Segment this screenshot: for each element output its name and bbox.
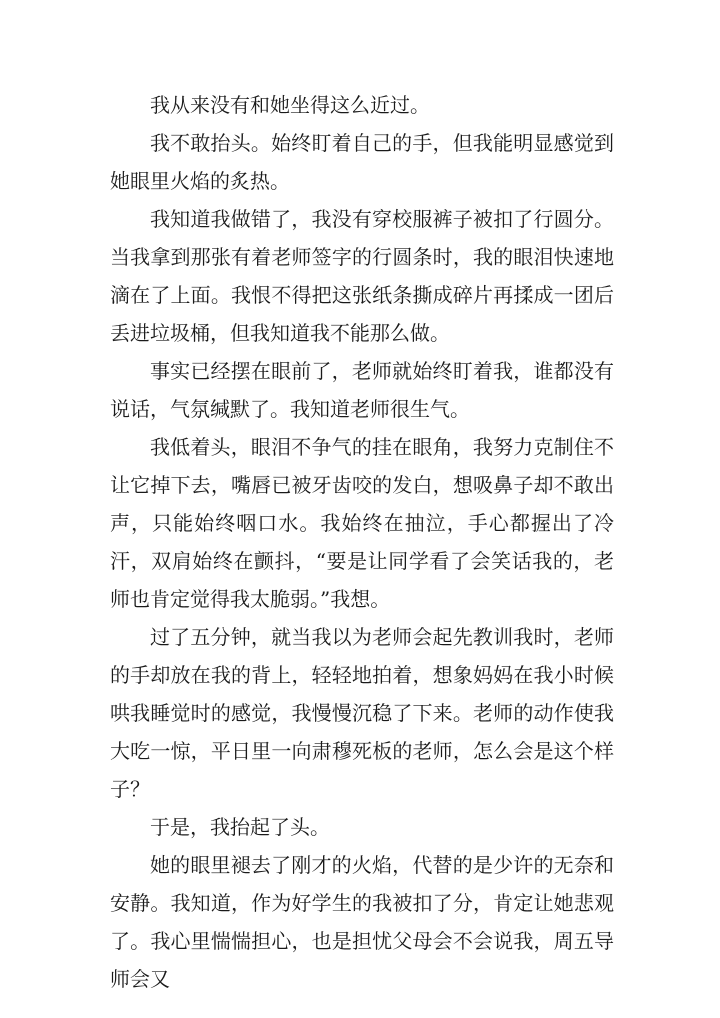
paragraph-1: 我从来没有和她坐得这么近过。 xyxy=(150,93,430,117)
paragraph-5: 我低着头，眼泪不争气的挂在眼角，我努力克制住不让它掉下去，嘴唇已被牙齿咬的发白，想吸鼻子却不敢出声，只能始终咽口水。我始终在抽泣，手心都握出了冷汗，双肩始终在颤抖，“要是让同学看了会笑话我的，老师也肯定觉得我太脆弱。”我想。 xyxy=(110,435,614,611)
paragraph-8: 她的眼里褪去了刚才的火焰，代替的是少许的无奈和安静。我知道，作为好学生的我被扣了分，肯定让她悲观了。我心里惴惴担心，也是担忧父母会不会说我，周五导师会又 xyxy=(110,853,614,991)
paragraph-4: 事实已经摆在眼前了，老师就始终盯着我，谁都没有说话，气氛缄默了。我知道老师很生气。 xyxy=(110,359,614,421)
paragraph-7: 于是，我抬起了头。 xyxy=(150,815,330,839)
paragraph-3: 我知道我做错了，我没有穿校服裤子被扣了行圆分。当我拿到那张有着老师签字的行圆条时，我的眼泪快速地滴在了上面。我恨不得把这张纸条撕成碎片再揉成一团后丢进垃圾桶，但我知道我不能那么做。 xyxy=(110,207,614,345)
document-body xyxy=(110,86,614,998)
paragraph-2: 我不敢抬头。始终盯着自己的手，但我能明显感觉到她眼里火焰的炙热。 xyxy=(110,131,614,193)
paragraph-6: 过了五分钟，就当我以为老师会起先教训我时，老师的手却放在我的背上，轻轻地拍着，想象妈妈在我小时候哄我睡觉时的感觉，我慢慢沉稳了下来。老师的动作使我大吃一惊，平日里一向肃穆死板的老师，怎么会是这个样子？ xyxy=(110,625,614,801)
